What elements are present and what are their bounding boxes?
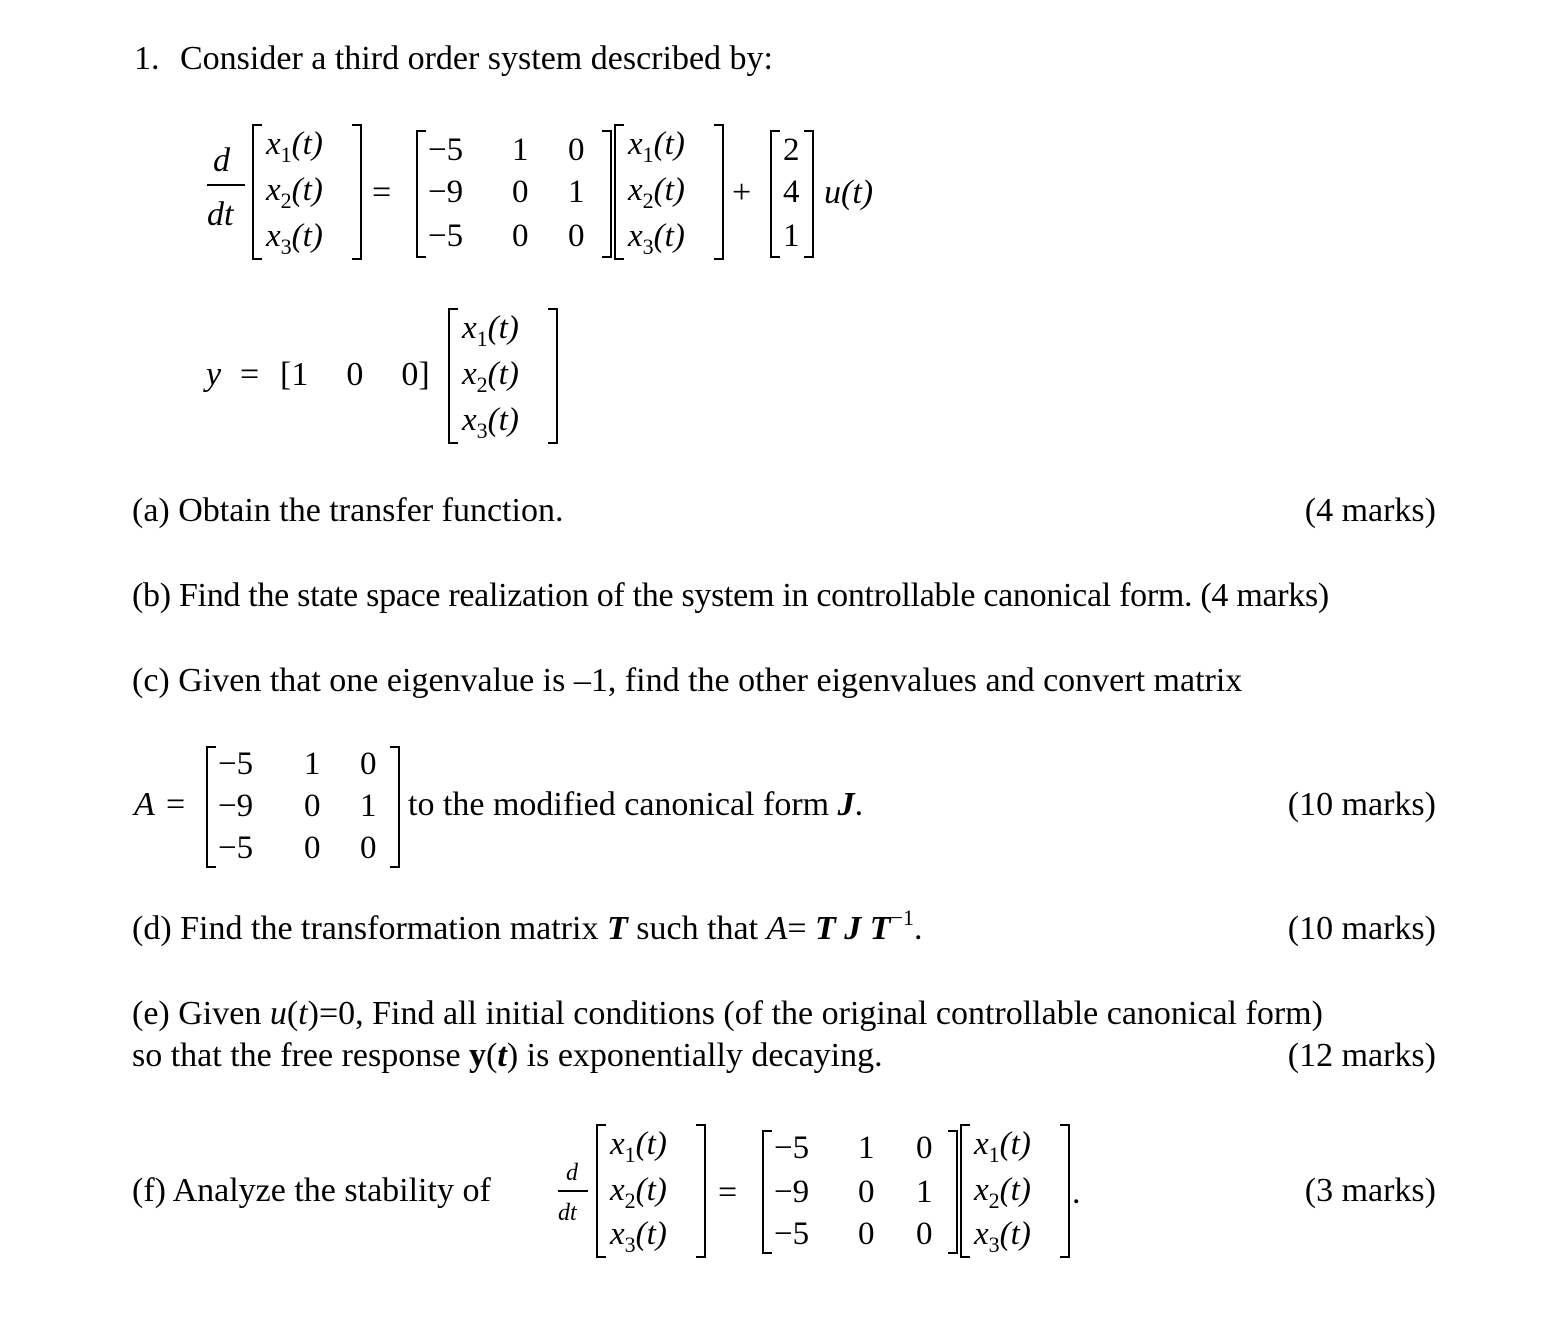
vector-entry-x1: $x_1(t)$ xyxy=(462,310,519,351)
matrix-cell: 1 xyxy=(783,218,800,254)
bracket-left xyxy=(614,124,624,260)
part-a-text: (a) Obtain the transfer function. xyxy=(132,492,564,529)
equals-sign: = xyxy=(718,1174,738,1211)
bracket-right xyxy=(696,1124,706,1258)
part-d-text: (d) Find the transformation matrix T such that A= T J $T^{-1}$. xyxy=(132,905,923,947)
inverse-exponent: −1 xyxy=(890,905,914,930)
part-c-marks: (10 marks) xyxy=(1287,786,1436,823)
state-vector-lhs xyxy=(252,124,362,260)
fraction-line xyxy=(207,184,245,186)
matrix-cell: 4 xyxy=(783,174,800,210)
vector-entry-x3: $x_3(t)$ xyxy=(628,218,685,259)
matrix-cell: −5 xyxy=(774,1216,810,1252)
part-f-marks: (3 marks) xyxy=(1304,1172,1436,1209)
matrix-cell: −5 xyxy=(218,830,254,866)
vector-entry-x1: $x_1(t)$ xyxy=(974,1126,1031,1167)
bracket-left xyxy=(960,1124,970,1258)
state-vector-rhs xyxy=(614,124,724,260)
matrix-cell: 0 xyxy=(512,218,529,254)
matrix-cell: 0 xyxy=(512,174,529,210)
vector-entry-x2: $x_2(t)$ xyxy=(462,356,519,397)
matrix-cell: 2 xyxy=(783,132,800,168)
fraction-line xyxy=(558,1190,588,1192)
derivative-numerator: d xyxy=(566,1160,578,1186)
matrix-cell: 1 xyxy=(304,746,321,782)
vector-entry-x2: $x_2(t)$ xyxy=(610,1172,667,1213)
matrix-a-label: A xyxy=(134,786,155,823)
part-e-line2: so that the free response y(t) is exponentially decaying. xyxy=(132,1037,883,1074)
matrix-cell: 1 xyxy=(568,174,585,210)
vector-entry-x1: $x_1(t)$ xyxy=(628,126,685,167)
part-a-marks: (4 marks) xyxy=(1304,492,1436,529)
bracket-left xyxy=(596,1124,606,1258)
vector-entry-x3: $x_3(t)$ xyxy=(266,218,323,259)
bracket-left xyxy=(416,130,426,258)
vector-entry-x2: $x_2(t)$ xyxy=(266,172,323,213)
matrix-cell: 1 xyxy=(916,1174,933,1210)
matrix-cell: 1 xyxy=(360,788,377,824)
part-c-text: (c) Given that one eigenvalue is –1, find the other eigenvalues and convert matrix xyxy=(132,662,1243,699)
derivative-denominator: dt xyxy=(207,196,234,233)
matrix-cell: 0 xyxy=(346,356,364,393)
matrix-t-label: T xyxy=(606,910,628,947)
part-d-marks: (10 marks) xyxy=(1287,910,1436,947)
bracket-right xyxy=(390,746,400,868)
bracket-left xyxy=(448,308,458,444)
bracket-left xyxy=(206,746,216,868)
matrix-cell: 0 xyxy=(568,218,585,254)
state-vector-lhs xyxy=(596,1124,706,1258)
matrix-cell: 0 xyxy=(858,1216,875,1252)
matrix-cell: −5 xyxy=(428,218,464,254)
tjt-expression: T J T xyxy=(815,910,891,947)
vector-entry-x3: $x_3(t)$ xyxy=(610,1216,667,1257)
bracket-right xyxy=(1060,1124,1070,1258)
output-matrix-c: [1 0 0] xyxy=(280,356,430,393)
part-c-tail: to the modified canonical form J. xyxy=(408,786,864,823)
part-e-marks: (12 marks) xyxy=(1287,1037,1436,1074)
bracket-right xyxy=(948,1130,958,1254)
matrix-cell: 1 xyxy=(858,1130,875,1166)
matrix-j-label: J xyxy=(837,786,855,823)
bracket-left xyxy=(762,1130,772,1254)
matrix-cell: 0 xyxy=(568,132,585,168)
matrix-cell: −9 xyxy=(774,1174,810,1210)
equals-sign: = xyxy=(240,356,260,393)
matrix-cell: 1 xyxy=(512,132,529,168)
matrix-cell: −5 xyxy=(774,1130,810,1166)
matrix-cell: −5 xyxy=(428,132,464,168)
vector-entry-x3: $x_3(t)$ xyxy=(462,402,519,443)
bracket-right xyxy=(714,124,724,260)
period: . xyxy=(1072,1174,1081,1211)
matrix-cell: 0 xyxy=(916,1216,933,1252)
question-intro: Consider a third order system described by: xyxy=(180,40,773,77)
part-b-text: (b) Find the state space realization of the system in controllable canonical form. (4 marks) xyxy=(132,577,1329,614)
state-vector-output xyxy=(448,308,558,444)
matrix-cell: −9 xyxy=(218,788,254,824)
bracket-left xyxy=(252,124,262,260)
equals-sign: = xyxy=(166,786,186,823)
system-matrix-a-part-f xyxy=(762,1128,958,1254)
bracket-right xyxy=(548,308,558,444)
input-matrix-b xyxy=(770,128,814,258)
matrix-cell: 0 xyxy=(858,1174,875,1210)
matrix-cell: −5 xyxy=(218,746,254,782)
matrix-a-part-c xyxy=(206,744,400,868)
matrix-cell: 0 xyxy=(304,830,321,866)
bracket-right xyxy=(352,124,362,260)
derivative-numerator: d xyxy=(213,142,230,179)
matrix-cell: 0 xyxy=(401,356,419,393)
matrix-cell: 0 xyxy=(304,788,321,824)
vector-entry-x2: $x_2(t)$ xyxy=(974,1172,1031,1213)
part-e-line1: (e) Given u(t)=0, Find all initial conditions (of the original controllable canonical form) xyxy=(132,995,1323,1032)
bracket-left xyxy=(770,130,780,258)
derivative-denominator: dt xyxy=(558,1200,577,1226)
output-variable: y xyxy=(206,356,222,393)
equals-sign: = xyxy=(372,174,392,211)
vector-entry-x1: $x_1(t)$ xyxy=(610,1126,667,1167)
vector-entry-x1: $x_1(t)$ xyxy=(266,126,323,167)
plus-sign: + xyxy=(732,174,752,211)
bracket-right xyxy=(804,130,814,258)
system-matrix-a xyxy=(416,128,612,258)
vector-entry-x2: $x_2(t)$ xyxy=(628,172,685,213)
matrix-cell: 1 xyxy=(291,356,309,393)
part-f-text: (f) Analyze the stability of xyxy=(132,1172,491,1209)
input-signal: u(t) xyxy=(824,174,874,211)
matrix-cell: −9 xyxy=(428,174,464,210)
matrix-cell: 0 xyxy=(360,746,377,782)
bracket-right xyxy=(602,130,612,258)
state-vector-rhs xyxy=(960,1124,1070,1258)
matrix-cell: 0 xyxy=(916,1130,933,1166)
matrix-cell: 0 xyxy=(360,830,377,866)
vector-entry-x3: $x_3(t)$ xyxy=(974,1216,1031,1257)
question-number: 1. xyxy=(134,40,160,77)
